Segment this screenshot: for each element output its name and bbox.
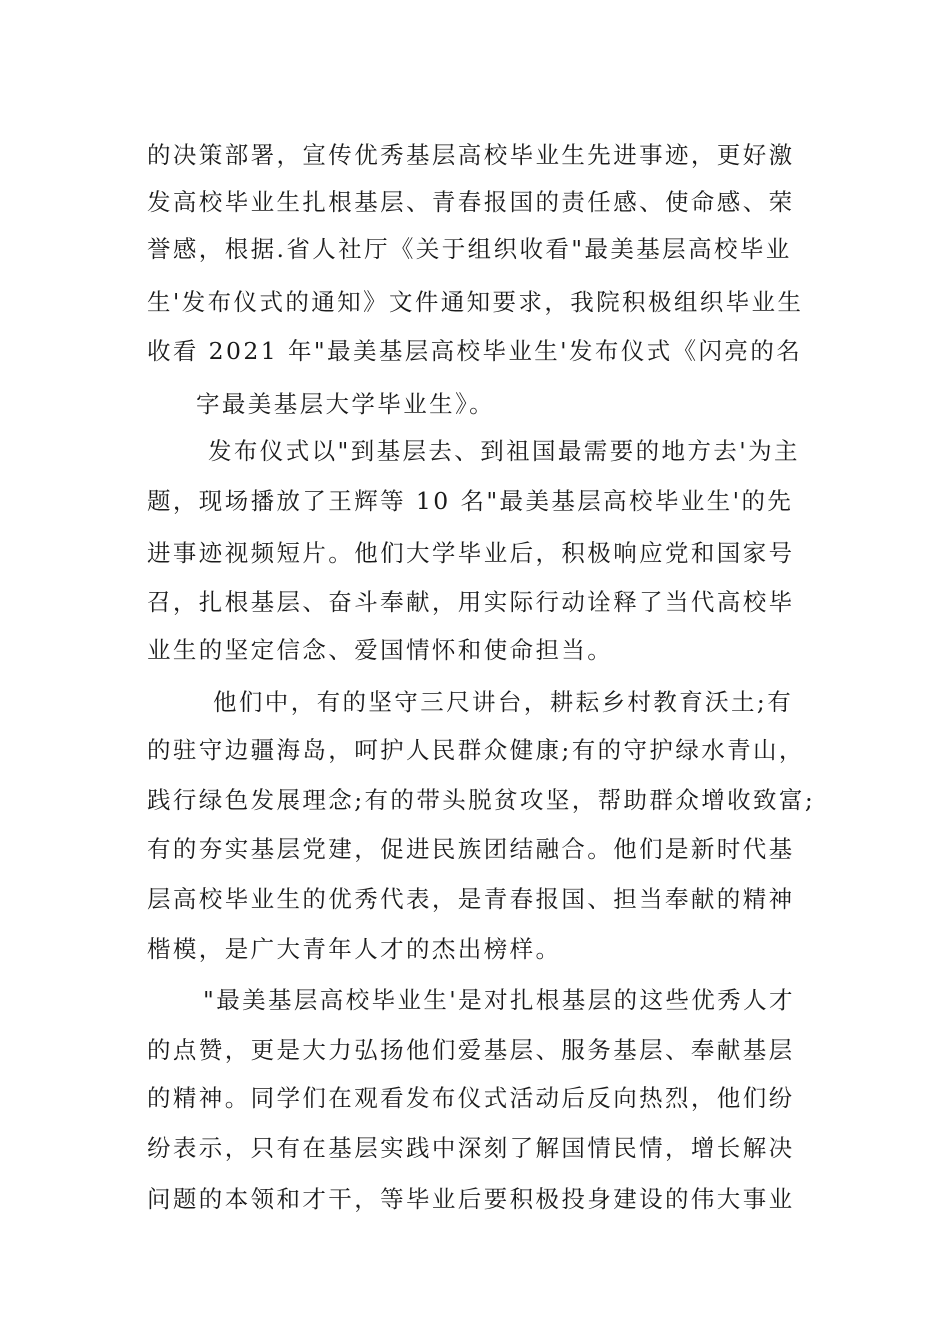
paragraph-first-line: 发布仪式以"到基层去、到祖国最需要的地方去'为主	[208, 437, 800, 465]
text-line: 的决策部署，宣传优秀基层高校毕业生先进事迹，更好激	[147, 141, 795, 169]
text-line: 的精神。同学们在观看发布仪式活动后反向热烈，他们纷	[147, 1084, 795, 1112]
text-line: 字最美基层大学毕业生》。	[196, 390, 496, 418]
text-line: 纷表示，只有在基层实践中深刻了解国情民情，增长解决	[147, 1134, 795, 1162]
text-line: 践行绿色发展理念;有的带头脱贫攻坚，帮助群众增收致富;	[147, 786, 816, 814]
text-line: 有的夯实基层党建，促进民族团结融合。他们是新时代基	[147, 835, 795, 863]
text-line: 发高校毕业生扎根基层、青春报国的责任感、使命感、荣	[147, 188, 795, 216]
text-line: 誉感，根据.省人社厅《关于组织收看"最美基层高校毕业	[147, 235, 792, 263]
paragraph-first-line: 他们中，有的坚守三尺讲台，耕耘乡村教育沃土;有	[213, 688, 794, 716]
text-line: 进事迹视频短片。他们大学毕业后，积极响应党和国家号	[147, 539, 795, 567]
text-line: 楷模，是广大青年人才的杰出榜样。	[147, 935, 562, 963]
text-line: 业生的坚定信念、爱国情怀和使命担当。	[147, 636, 614, 664]
text-line: 收看 2021 年"最美基层高校毕业生'发布仪式《闪亮的名	[147, 337, 803, 365]
text-line: 召，扎根基层、奋斗奉献，用实际行动诠释了当代高校毕	[147, 588, 795, 616]
text-line: 生'发布仪式的通知》文件通知要求，我院积极组织毕业生	[147, 288, 804, 316]
text-line: 的驻守边疆海岛，呵护人民群众健康;有的守护绿水青山，	[147, 736, 805, 764]
text-line: 题，现场播放了王辉等 10 名"最美基层高校毕业生'的先	[147, 487, 794, 515]
paragraph-first-line: "最美基层高校毕业生'是对扎根基层的这些优秀人才	[203, 986, 795, 1014]
text-line: 的点赞，更是大力弘扬他们爱基层、服务基层、奉献基层	[147, 1036, 795, 1064]
text-line: 层高校毕业生的优秀代表，是青春报国、担当奉献的精神	[147, 885, 795, 913]
text-line: 问题的本领和才干，等毕业后要积极投身建设的伟大事业	[147, 1185, 795, 1213]
